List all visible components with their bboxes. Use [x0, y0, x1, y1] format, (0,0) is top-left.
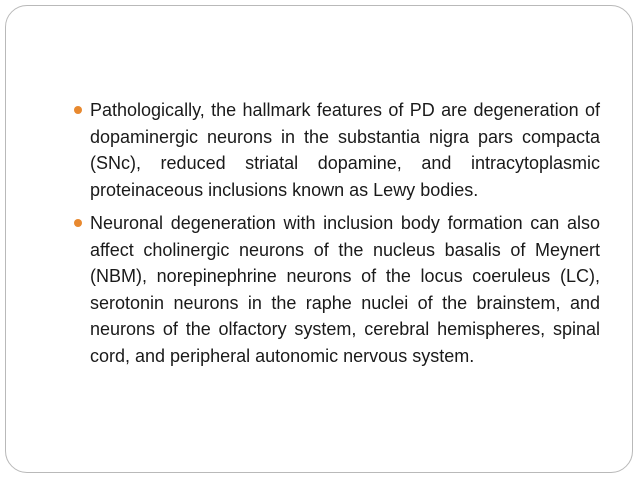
bullet-item-neuronal-degeneration: [74, 210, 600, 369]
bullet-dot-icon: [74, 219, 82, 227]
bullet-item-pathology: [74, 97, 600, 203]
bullet-text: Neuronal degeneration with inclusion body formation can also affect cholinergic neurons of the nucleus basalis of Meynert (NBM), norepinephrine neurons of the locus coeruleus (LC), serotonin neurons in the raphe nuclei of the brainstem, and neurons of the olfactory system, cerebral hemispheres, spinal cord, and peripheral autonomic nervous system.: [90, 213, 600, 366]
bullet-dot-icon: [74, 106, 82, 114]
bullet-list: [74, 97, 600, 376]
bullet-text: Pathologically, the hallmark features of PD are degeneration of dopaminergic neurons in the substantia nigra pars compacta (SNc), reduced striatal dopamine, and intracytoplasmic proteinaceous inclusions known as Lewy bodies.: [90, 100, 600, 200]
